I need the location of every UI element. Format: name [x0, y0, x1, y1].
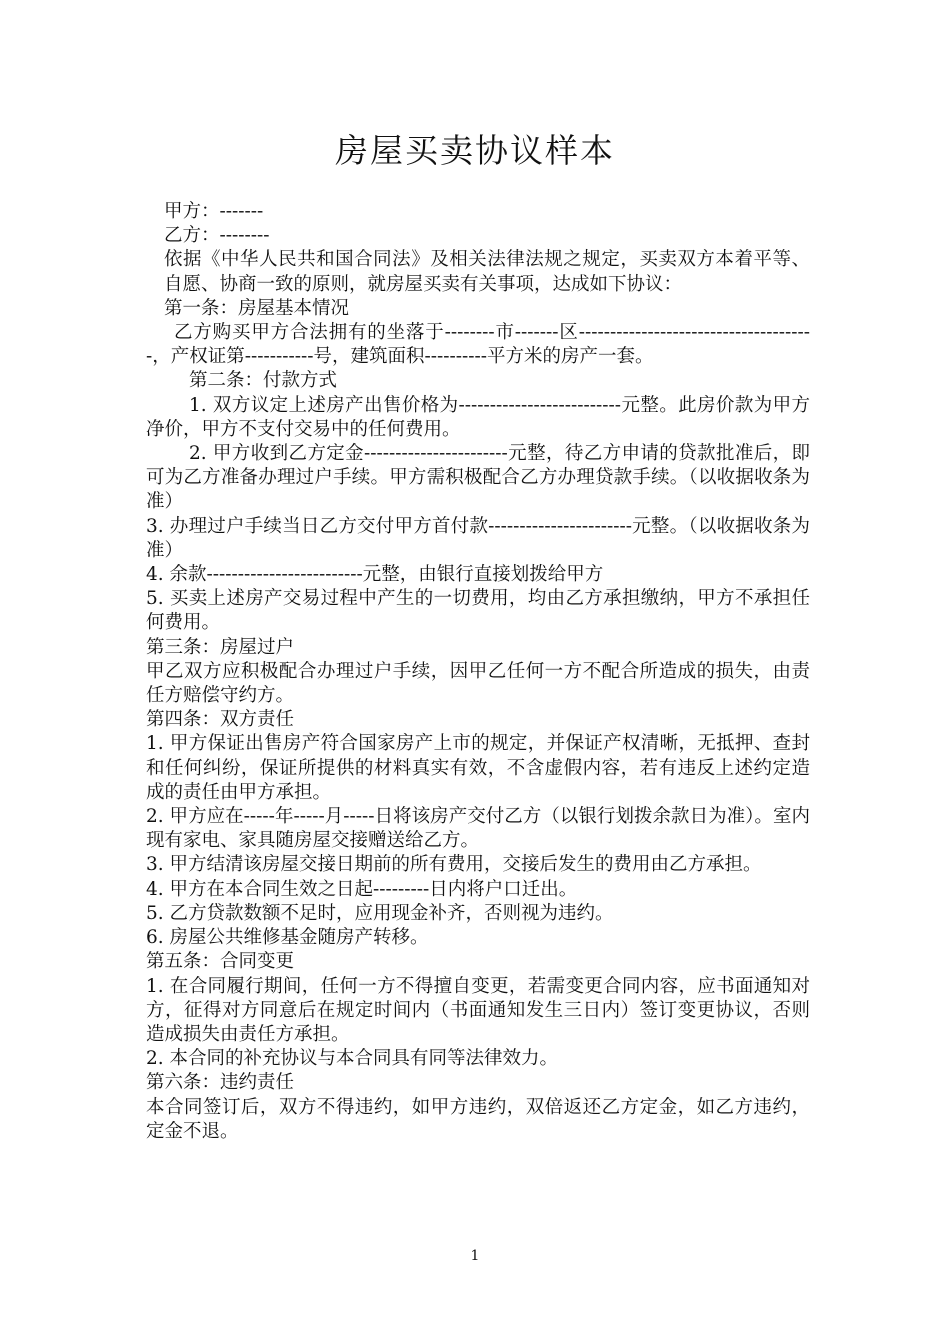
- article-1-content: 乙方购买甲方合法拥有的坐落于--------市-------区--------------------------------------，产权证第-----------号，建筑面积----------平方米的房产一套。: [146, 322, 810, 368]
- article-4-item-1: 1. 甲方保证出售房产符合国家房产上市的规定，并保证产权清晰，无抵押、查封和任何纠纷，保证所提供的材料真实有效，不含虚假内容，若有违反上述约定造成的责任由甲方承担。: [146, 733, 810, 803]
- article-2-item-1: 1. 双方议定上述房产出售价格为--------------------------元整。此房价款为甲方净价，甲方不支付交易中的任何费用。: [146, 394, 810, 440]
- article-5-item-2: 2. 本合同的补充协议与本合同具有同等法律效力。: [146, 1048, 559, 1070]
- article-4-item-3: 3. 甲方结清该房屋交接日期前的所有费用，交接后发生的费用由乙方承担。: [146, 854, 762, 876]
- article-2-heading: 第二条：付款方式: [189, 370, 338, 392]
- article-3-heading: 第三条：房屋过户: [146, 636, 295, 658]
- preamble-paragraph: 依据《中华人民共和国合同法》及相关法律法规之规定，买卖双方本着平等、自愿、协商一致的原则，就房屋买卖有关事项，达成如下协议：: [164, 249, 810, 295]
- article-4-heading: 第四条：双方责任: [146, 709, 295, 731]
- article-6-content: 本合同签订后，双方不得违约，如甲方违约，双倍返还乙方定金，如乙方违约，定金不退。: [146, 1096, 810, 1142]
- article-2-item-4: 4. 余款-------------------------元整，由银行直接划拨给甲方: [146, 564, 604, 586]
- article-1-heading: 第一条：房屋基本情况: [164, 297, 350, 319]
- article-3-content: 甲乙双方应积极配合办理过户手续，因甲乙任何一方不配合所造成的损失，由责任方赔偿守约方。: [146, 660, 810, 707]
- article-6-heading: 第六条：违约责任: [146, 1072, 295, 1094]
- page-number: 1: [470, 1248, 480, 1264]
- article-4-item-5: 5. 乙方贷款数额不足时，应用现金补齐，否则视为违约。: [146, 902, 614, 924]
- article-2-item-3: 3. 办理过户手续当日乙方交付甲方首付款-----------------------元整。（以收据收条为准）: [146, 515, 810, 561]
- document-body: [146, 200, 810, 1144]
- article-4-item-6: 6. 房屋公共维修基金随房产转移。: [146, 927, 429, 949]
- party-b-line: 乙方：--------: [164, 225, 270, 247]
- document-title: 房屋买卖协议样本: [335, 131, 615, 170]
- article-2-item-2: 2. 甲方收到乙方定金-----------------------元整，待乙方申请的贷款批准后，即可为乙方准备办理过户手续。甲方需积极配合乙方办理贷款手续。（以收据收条为准）: [146, 443, 810, 513]
- article-4-item-4: 4. 甲方在本合同生效之日起---------日内将户口迁出。: [146, 878, 578, 900]
- article-5-item-1: 1. 在合同履行期间，任何一方不得擅自变更，若需变更合同内容，应书面通知对方，征得对方同意后在规定时间内（书面通知发生三日内）签订变更协议，否则造成损失由责任方承担。: [146, 975, 810, 1045]
- article-5-heading: 第五条：合同变更: [146, 951, 295, 973]
- article-2-item-5: 5. 买卖上述房产交易过程中产生的一切费用，均由乙方承担缴纳，甲方不承担任何费用。: [146, 588, 810, 634]
- article-4-item-2: 2. 甲方应在-----年-----月-----日将该房产交付乙方（以银行划拨余款日为准）。室内现有家电、家具随房屋交接赠送给乙方。: [146, 806, 810, 852]
- party-a-line: 甲方：-------: [164, 201, 264, 222]
